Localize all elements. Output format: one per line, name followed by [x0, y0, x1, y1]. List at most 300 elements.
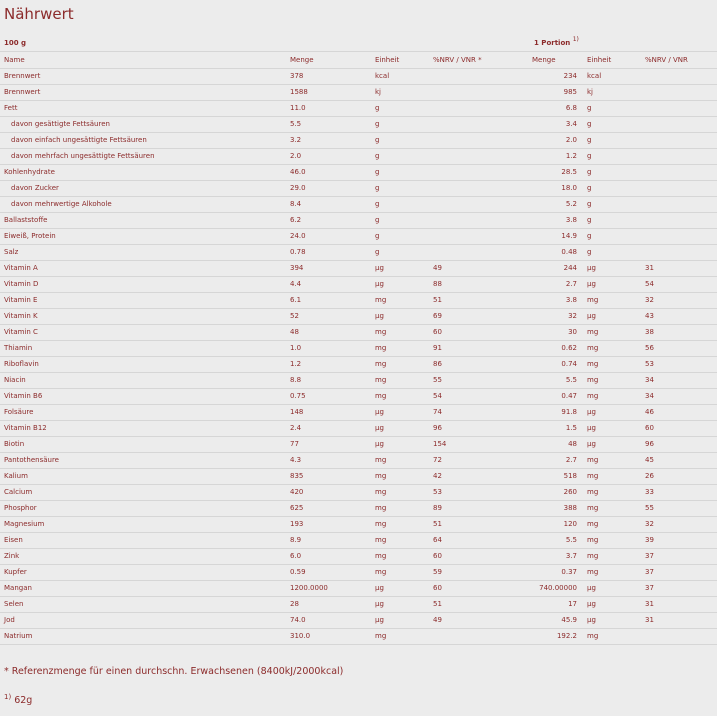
nrv-100g: 51: [429, 517, 528, 533]
amount-100g: 394: [286, 261, 371, 277]
nrv-portion: 96: [641, 437, 717, 453]
nrv-100g: [429, 165, 528, 181]
amount-portion: 48: [528, 437, 583, 453]
amount-100g: 5.5: [286, 117, 371, 133]
nrv-100g: [429, 117, 528, 133]
unit-100g: mg: [371, 373, 429, 389]
nutrient-name: Thiamin: [0, 341, 286, 357]
nrv-portion: 34: [641, 373, 717, 389]
nutrient-name: Phosphor: [0, 501, 286, 517]
unit-portion: g: [583, 165, 641, 181]
nrv-portion: 37: [641, 565, 717, 581]
table-row: [0, 373, 717, 389]
table-row: [0, 469, 717, 485]
amount-100g: 1588: [286, 85, 371, 101]
nrv-portion: 54: [641, 277, 717, 293]
nrv-portion: [641, 213, 717, 229]
unit-100g: kcal: [371, 69, 429, 85]
nrv-100g: 91: [429, 341, 528, 357]
unit-portion: µg: [583, 437, 641, 453]
amount-portion: 14.9: [528, 229, 583, 245]
nutrient-name: Fett: [0, 101, 286, 117]
amount-100g: 1.2: [286, 357, 371, 373]
unit-portion: g: [583, 181, 641, 197]
amount-portion: 985: [528, 85, 583, 101]
table-row: [0, 69, 717, 85]
amount-100g: 0.78: [286, 245, 371, 261]
amount-100g: 6.1: [286, 293, 371, 309]
nrv-portion: [641, 101, 717, 117]
amount-portion: 28.5: [528, 165, 583, 181]
group-portion-text: 1 Portion: [534, 39, 571, 47]
portion-note-ref: 1): [572, 36, 579, 43]
nutrient-name: Brennwert: [0, 69, 286, 85]
nrv-portion: 53: [641, 357, 717, 373]
table-row: [0, 309, 717, 325]
unit-portion: mg: [583, 517, 641, 533]
nutrient-name: Vitamin C: [0, 325, 286, 341]
unit-100g: mg: [371, 517, 429, 533]
unit-portion: mg: [583, 549, 641, 565]
unit-100g: µg: [371, 421, 429, 437]
nrv-portion: [641, 133, 717, 149]
unit-100g: mg: [371, 533, 429, 549]
amount-portion: 1.2: [528, 149, 583, 165]
amount-portion: 3.4: [528, 117, 583, 133]
nrv-portion: [641, 117, 717, 133]
amount-100g: 46.0: [286, 165, 371, 181]
amount-100g: 0.59: [286, 565, 371, 581]
header-nrv-100g: %NRV / VNR *: [429, 52, 528, 69]
nutrient-name: Mangan: [0, 581, 286, 597]
nutrient-name: Biotin: [0, 437, 286, 453]
amount-100g: 148: [286, 405, 371, 421]
amount-portion: 45.9: [528, 613, 583, 629]
amount-portion: 234: [528, 69, 583, 85]
table-row: [0, 357, 717, 373]
amount-portion: 0.74: [528, 357, 583, 373]
table-row: [0, 213, 717, 229]
unit-100g: mg: [371, 469, 429, 485]
nrv-portion: 55: [641, 501, 717, 517]
nrv-portion: 46: [641, 405, 717, 421]
amount-100g: 6.2: [286, 213, 371, 229]
unit-100g: µg: [371, 405, 429, 421]
nrv-100g: 154: [429, 437, 528, 453]
nrv-portion: 26: [641, 469, 717, 485]
header-amount-100g: Menge: [286, 52, 371, 69]
amount-100g: 3.2: [286, 133, 371, 149]
unit-100g: mg: [371, 325, 429, 341]
unit-portion: mg: [583, 485, 641, 501]
amount-100g: 48: [286, 325, 371, 341]
amount-portion: 388: [528, 501, 583, 517]
amount-portion: 0.62: [528, 341, 583, 357]
amount-100g: 29.0: [286, 181, 371, 197]
amount-portion: 260: [528, 485, 583, 501]
table-row: [0, 85, 717, 101]
amount-portion: 2.0: [528, 133, 583, 149]
table-row: [0, 165, 717, 181]
unit-100g: mg: [371, 453, 429, 469]
amount-portion: 192.2: [528, 629, 583, 645]
amount-portion: 3.7: [528, 549, 583, 565]
nutrient-name: davon Zucker: [0, 181, 286, 197]
unit-100g: mg: [371, 357, 429, 373]
unit-portion: mg: [583, 325, 641, 341]
nutrient-name: davon einfach ungesättigte Fettsäuren: [0, 133, 286, 149]
table-row: [0, 581, 717, 597]
unit-100g: mg: [371, 565, 429, 581]
table-row: [0, 117, 717, 133]
unit-100g: g: [371, 213, 429, 229]
amount-portion: 0.37: [528, 565, 583, 581]
nrv-portion: 37: [641, 581, 717, 597]
nutrient-name: Salz: [0, 245, 286, 261]
amount-100g: 625: [286, 501, 371, 517]
nrv-100g: 55: [429, 373, 528, 389]
amount-100g: 193: [286, 517, 371, 533]
unit-portion: µg: [583, 405, 641, 421]
amount-100g: 8.4: [286, 197, 371, 213]
table-row: [0, 613, 717, 629]
nrv-100g: 74: [429, 405, 528, 421]
group-label-100g: 100 g: [4, 39, 27, 47]
amount-portion: 2.7: [528, 453, 583, 469]
nutrient-name: Riboflavin: [0, 357, 286, 373]
amount-portion: 3.8: [528, 213, 583, 229]
nrv-100g: [429, 229, 528, 245]
unit-portion: µg: [583, 597, 641, 613]
amount-100g: 4.3: [286, 453, 371, 469]
nrv-100g: 64: [429, 533, 528, 549]
nutrient-name: Jod: [0, 613, 286, 629]
nrv-100g: [429, 85, 528, 101]
nutrient-name: davon mehrfach ungesättigte Fettsäuren: [0, 149, 286, 165]
table-row: [0, 565, 717, 581]
nrv-portion: 31: [641, 597, 717, 613]
unit-portion: µg: [583, 581, 641, 597]
nrv-portion: [641, 245, 717, 261]
nrv-portion: 38: [641, 325, 717, 341]
unit-portion: mg: [583, 565, 641, 581]
unit-portion: g: [583, 149, 641, 165]
amount-portion: 120: [528, 517, 583, 533]
nutrient-name: Vitamin E: [0, 293, 286, 309]
amount-100g: 77: [286, 437, 371, 453]
nutrient-name: Vitamin A: [0, 261, 286, 277]
nutrient-name: Pantothensäure: [0, 453, 286, 469]
unit-100g: g: [371, 101, 429, 117]
nrv-100g: 60: [429, 549, 528, 565]
header-amount-portion: Menge: [528, 52, 583, 69]
header-unit-portion: Einheit: [583, 52, 641, 69]
amount-portion: 5.2: [528, 197, 583, 213]
unit-portion: mg: [583, 389, 641, 405]
table-row: [0, 453, 717, 469]
nrv-portion: 56: [641, 341, 717, 357]
amount-portion: 3.8: [528, 293, 583, 309]
nutrient-name: Eiweiß, Protein: [0, 229, 286, 245]
nrv-portion: [641, 181, 717, 197]
nrv-100g: 53: [429, 485, 528, 501]
nrv-100g: 96: [429, 421, 528, 437]
header-name: Name: [0, 52, 286, 69]
table-row: [0, 597, 717, 613]
amount-portion: 5.5: [528, 373, 583, 389]
unit-100g: mg: [371, 485, 429, 501]
amount-100g: 1.0: [286, 341, 371, 357]
table-row: [0, 629, 717, 645]
table-row: [0, 245, 717, 261]
nutrient-name: Niacin: [0, 373, 286, 389]
amount-100g: 310.0: [286, 629, 371, 645]
nrv-portion: 43: [641, 309, 717, 325]
unit-100g: kj: [371, 85, 429, 101]
nutrient-name: Selen: [0, 597, 286, 613]
nutrient-name: Folsäure: [0, 405, 286, 421]
nrv-portion: 31: [641, 261, 717, 277]
table-row: [0, 293, 717, 309]
nutrient-name: Brennwert: [0, 85, 286, 101]
table-row: [0, 101, 717, 117]
amount-portion: 18.0: [528, 181, 583, 197]
nrv-100g: 42: [429, 469, 528, 485]
amount-100g: 2.0: [286, 149, 371, 165]
nrv-100g: 51: [429, 597, 528, 613]
unit-100g: µg: [371, 277, 429, 293]
table-row: [0, 133, 717, 149]
table-row: [0, 437, 717, 453]
nutrient-name: Vitamin B12: [0, 421, 286, 437]
nrv-100g: 49: [429, 261, 528, 277]
amount-portion: 5.5: [528, 533, 583, 549]
unit-100g: mg: [371, 549, 429, 565]
unit-portion: g: [583, 101, 641, 117]
amount-100g: 4.4: [286, 277, 371, 293]
amount-portion: 518: [528, 469, 583, 485]
nrv-100g: 89: [429, 501, 528, 517]
nrv-100g: 51: [429, 293, 528, 309]
amount-100g: 74.0: [286, 613, 371, 629]
nrv-100g: 69: [429, 309, 528, 325]
table-row: [0, 261, 717, 277]
nutrient-name: Natrium: [0, 629, 286, 645]
nutrient-name: Vitamin D: [0, 277, 286, 293]
header-row: [0, 52, 717, 69]
nrv-portion: 60: [641, 421, 717, 437]
unit-portion: mg: [583, 357, 641, 373]
nrv-portion: 45: [641, 453, 717, 469]
nrv-portion: 34: [641, 389, 717, 405]
nrv-100g: [429, 69, 528, 85]
nrv-portion: 32: [641, 293, 717, 309]
amount-portion: 1.5: [528, 421, 583, 437]
amount-portion: 2.7: [528, 277, 583, 293]
nrv-100g: [429, 245, 528, 261]
nutrient-name: Calcium: [0, 485, 286, 501]
nutrition-table: [0, 51, 717, 645]
amount-100g: 24.0: [286, 229, 371, 245]
unit-portion: µg: [583, 421, 641, 437]
portion-footnote: [4, 695, 32, 706]
nrv-100g: 86: [429, 357, 528, 373]
amount-100g: 11.0: [286, 101, 371, 117]
amount-portion: 6.8: [528, 101, 583, 117]
nutrient-name: Ballaststoffe: [0, 213, 286, 229]
amount-100g: 0.75: [286, 389, 371, 405]
table-row: [0, 549, 717, 565]
nutrient-name: Kalium: [0, 469, 286, 485]
unit-100g: g: [371, 229, 429, 245]
amount-100g: 2.4: [286, 421, 371, 437]
unit-portion: mg: [583, 501, 641, 517]
unit-100g: mg: [371, 501, 429, 517]
amount-100g: 1200.0000: [286, 581, 371, 597]
group-label-portion: [534, 36, 579, 47]
unit-portion: g: [583, 229, 641, 245]
table-row: [0, 405, 717, 421]
nrv-portion: [641, 149, 717, 165]
unit-100g: µg: [371, 613, 429, 629]
amount-portion: 740.00000: [528, 581, 583, 597]
unit-portion: µg: [583, 261, 641, 277]
nrv-portion: [641, 85, 717, 101]
unit-100g: µg: [371, 581, 429, 597]
nrv-portion: 39: [641, 533, 717, 549]
nrv-100g: [429, 197, 528, 213]
unit-portion: g: [583, 245, 641, 261]
unit-100g: g: [371, 165, 429, 181]
amount-100g: 835: [286, 469, 371, 485]
nrv-portion: 37: [641, 549, 717, 565]
amount-100g: 378: [286, 69, 371, 85]
amount-portion: 244: [528, 261, 583, 277]
unit-portion: mg: [583, 469, 641, 485]
header-nrv-portion: %NRV / VNR: [641, 52, 717, 69]
amount-100g: 8.9: [286, 533, 371, 549]
unit-100g: µg: [371, 597, 429, 613]
unit-portion: kcal: [583, 69, 641, 85]
page-title: Nährwert: [4, 5, 74, 23]
nrv-portion: 33: [641, 485, 717, 501]
unit-100g: µg: [371, 261, 429, 277]
amount-100g: 8.8: [286, 373, 371, 389]
unit-portion: mg: [583, 629, 641, 645]
unit-portion: mg: [583, 533, 641, 549]
nrv-portion: [641, 165, 717, 181]
table-row: [0, 389, 717, 405]
table-row: [0, 485, 717, 501]
unit-100g: g: [371, 149, 429, 165]
table-row: [0, 501, 717, 517]
amount-100g: 28: [286, 597, 371, 613]
nrv-100g: 88: [429, 277, 528, 293]
unit-100g: µg: [371, 309, 429, 325]
unit-portion: kj: [583, 85, 641, 101]
portion-footnote-marker: 1): [4, 693, 12, 701]
unit-100g: g: [371, 117, 429, 133]
table-row: [0, 325, 717, 341]
nrv-portion: 32: [641, 517, 717, 533]
nutrient-name: Kupfer: [0, 565, 286, 581]
unit-100g: g: [371, 245, 429, 261]
amount-100g: 6.0: [286, 549, 371, 565]
unit-portion: g: [583, 197, 641, 213]
amount-portion: 17: [528, 597, 583, 613]
nrv-100g: [429, 181, 528, 197]
unit-portion: µg: [583, 309, 641, 325]
unit-portion: µg: [583, 277, 641, 293]
nrv-100g: [429, 149, 528, 165]
nutrient-name: Kohlenhydrate: [0, 165, 286, 181]
nrv-100g: 49: [429, 613, 528, 629]
amount-portion: 0.48: [528, 245, 583, 261]
nrv-portion: [641, 197, 717, 213]
nrv-portion: [641, 629, 717, 645]
table-row: [0, 149, 717, 165]
nrv-100g: [429, 101, 528, 117]
nrv-100g: 60: [429, 325, 528, 341]
unit-portion: mg: [583, 373, 641, 389]
header-unit-100g: Einheit: [371, 52, 429, 69]
unit-portion: g: [583, 213, 641, 229]
nrv-100g: 59: [429, 565, 528, 581]
unit-100g: µg: [371, 437, 429, 453]
amount-100g: 420: [286, 485, 371, 501]
nrv-100g: [429, 629, 528, 645]
nutrient-name: davon gesättigte Fettsäuren: [0, 117, 286, 133]
nrv-100g: [429, 213, 528, 229]
nrv-100g: 60: [429, 581, 528, 597]
nutrient-name: Eisen: [0, 533, 286, 549]
table-row: [0, 421, 717, 437]
table-row: [0, 533, 717, 549]
nutrient-name: Zink: [0, 549, 286, 565]
amount-portion: 91.8: [528, 405, 583, 421]
nutrient-name: davon mehrwertige Alkohole: [0, 197, 286, 213]
unit-100g: mg: [371, 389, 429, 405]
unit-portion: µg: [583, 613, 641, 629]
amount-portion: 30: [528, 325, 583, 341]
unit-100g: mg: [371, 629, 429, 645]
unit-portion: g: [583, 133, 641, 149]
unit-100g: mg: [371, 293, 429, 309]
unit-portion: mg: [583, 293, 641, 309]
nrv-portion: [641, 69, 717, 85]
amount-portion: 0.47: [528, 389, 583, 405]
nrv-100g: 54: [429, 389, 528, 405]
nutrient-name: Vitamin B6: [0, 389, 286, 405]
nrv-portion: 31: [641, 613, 717, 629]
portion-footnote-value: 62g: [14, 695, 33, 706]
unit-portion: mg: [583, 453, 641, 469]
amount-portion: 32: [528, 309, 583, 325]
unit-100g: g: [371, 181, 429, 197]
unit-portion: g: [583, 117, 641, 133]
table-row: [0, 341, 717, 357]
unit-100g: g: [371, 133, 429, 149]
table-row: [0, 197, 717, 213]
nrv-100g: [429, 133, 528, 149]
table-row: [0, 229, 717, 245]
table-row: [0, 277, 717, 293]
nrv-portion: [641, 229, 717, 245]
unit-100g: g: [371, 197, 429, 213]
nutrient-name: Vitamin K: [0, 309, 286, 325]
amount-100g: 52: [286, 309, 371, 325]
reference-footnote: * Referenzmenge für einen durchschn. Erwachsenen (8400kJ/2000kcal): [4, 666, 344, 677]
